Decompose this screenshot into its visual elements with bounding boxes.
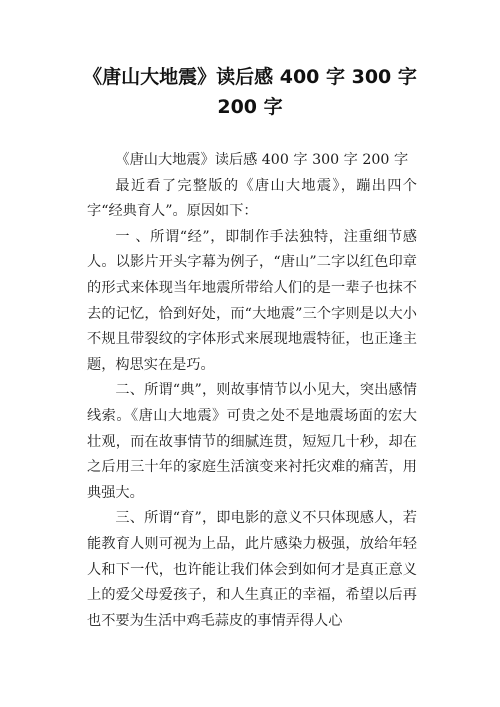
- document-title: [40, 62, 460, 122]
- paragraph-intro: 最近看了完整版的《唐山大地震》，蹦出四个字“经典育人”。原因如下：: [87, 177, 417, 220]
- title-line-2: 200 字: [217, 96, 283, 118]
- title-line-1: 《唐山大地震》读后感 400 字 300 字: [83, 66, 417, 88]
- paragraph-subtitle: 《唐山大地震》读后感 400 字 300 字 200 字: [115, 152, 409, 168]
- paragraph-point-3: 三、所谓“育”，即电影的意义不只体现感人，若能教育人则可视为上品，此片感染力极强，放给年轻人和下一代，也许能让我们体会到如何才是真正意义上的爱父母爱孩子，和人生真正的幸福，希望以后再也不要为生活中鸡毛蒜皮的事情弄得人心: [87, 510, 417, 629]
- document-body: [87, 148, 417, 634]
- paragraph-point-1: 一 、所谓“经”，即制作手法独特，注重细节感人。以影片开头字幕为例子，“唐山”二字以红色印章的形式来体现当年地震所带给人们的是一辈子也抹不去的记忆，恰到好处，而“大地震”三个字则是以大小不规且带裂纹的字体形式来展现地震特征，也正逢主题，构思实在是巧。: [87, 228, 417, 373]
- paragraph-point-2: 二、所谓“典”，则故事情节以小见大，突出感情线索。《唐山大地震》可贵之处不是地震场面的宏大壮观，而在故事情节的细腻连贯，短短几十秒，却在之后用三十年的家庭生活演变来衬托灾难的痛苦，用典强大。: [87, 382, 417, 501]
